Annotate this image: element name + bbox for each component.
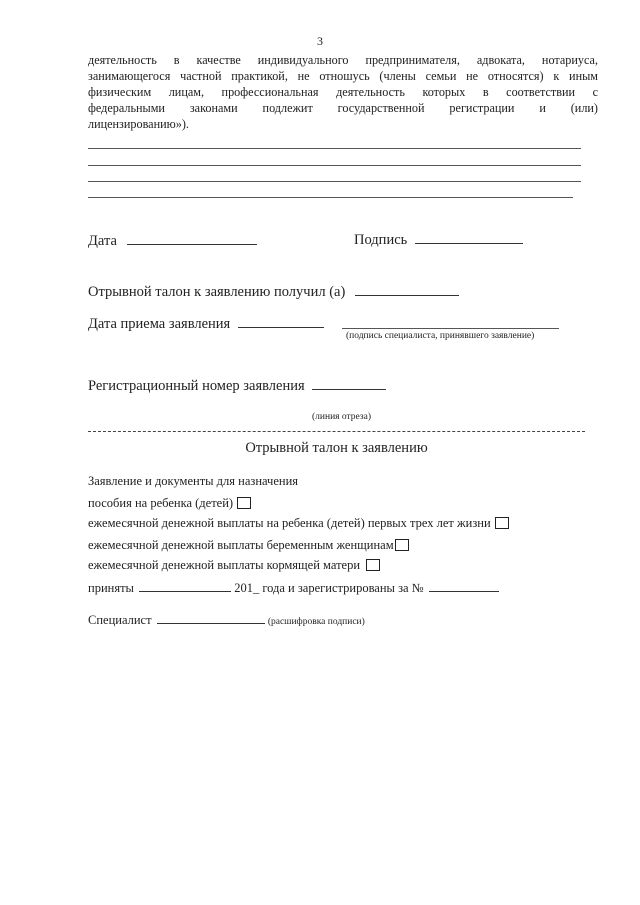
accepted-year: 201_ [234, 581, 260, 595]
date-label: Дата [88, 233, 117, 249]
accepted-date-field[interactable] [139, 580, 231, 592]
paragraph-line: занимающегося частной практикой, не отношусь (члены семьи не относятся) к иным [88, 69, 598, 83]
paragraph-line: федеральными законами подлежит государственной регистрации и (или) [88, 101, 598, 115]
specialist-row [88, 612, 365, 628]
blank-line-1[interactable] [88, 148, 581, 149]
reg-number-field[interactable] [312, 378, 386, 390]
checkbox-child-benefit[interactable] [237, 497, 251, 509]
cut-line [88, 431, 585, 432]
cut-line-caption: (линия отреза) [312, 412, 372, 422]
date-field[interactable] [127, 233, 257, 245]
reg-number-label: Регистрационный номер заявления [88, 378, 305, 394]
signature-row [354, 232, 523, 249]
signature-field[interactable] [415, 232, 523, 244]
checkbox-monthly-pregnant[interactable] [395, 539, 409, 551]
checkbox-monthly-first-three-years[interactable] [495, 517, 509, 529]
option-label: ежемесячной денежной выплаты кормящей матери [88, 558, 361, 572]
accepted-number-field[interactable] [429, 580, 499, 592]
specialist-caption: (расшифровка подписи) [267, 617, 365, 627]
received-label: Отрывной талон к заявлению получил (а) [88, 284, 346, 300]
received-field[interactable] [355, 284, 459, 296]
option-monthly-nursing [88, 558, 380, 573]
tear-off-intro: Заявление и документы для назначения [88, 474, 299, 488]
specialist-field[interactable] [157, 612, 265, 624]
option-child-benefit [88, 496, 251, 511]
date-row [88, 233, 257, 250]
blank-line-4[interactable] [88, 197, 573, 198]
option-label: ежемесячной денежной выплаты на ребенка (детей) первых трех лет жизни [88, 516, 491, 530]
page-number: 3 [317, 34, 323, 48]
option-monthly-first-three-years [88, 516, 509, 531]
tear-off-title: Отрывной талон к заявлению [245, 440, 428, 456]
paragraph-line: деятельность в качестве индивидуального предпринимателя, адвоката, нотариуса, [88, 53, 598, 67]
option-label: пособия на ребенка (детей) [88, 496, 234, 510]
checkbox-monthly-nursing[interactable] [366, 559, 380, 571]
received-row [88, 284, 459, 301]
accept-date-row [88, 316, 324, 333]
reg-number-row [88, 378, 386, 395]
declaration-paragraph [88, 52, 598, 132]
accepted-row [88, 580, 499, 596]
option-monthly-pregnant [88, 538, 409, 553]
paragraph-line: физическим лицам, профессиональная деятельность которых в соответствии с [88, 85, 598, 99]
signature-label: Подпись [354, 232, 408, 248]
blank-line-2[interactable] [88, 165, 581, 166]
specialist-signature-line[interactable] [342, 328, 559, 329]
specialist-signature-caption: (подпись специалиста, принявшего заявление) [346, 331, 535, 341]
accepted-prefix: приняты [88, 581, 134, 595]
accept-date-label: Дата приема заявления [88, 316, 231, 332]
blank-line-3[interactable] [88, 181, 581, 182]
option-label: ежемесячной денежной выплаты беременным женщинам [88, 538, 394, 552]
accept-date-field[interactable] [238, 316, 324, 328]
specialist-label: Специалист [88, 613, 152, 627]
paragraph-line: лицензированию»). [88, 117, 189, 131]
accepted-suffix: года и зарегистрированы за № [262, 581, 424, 595]
